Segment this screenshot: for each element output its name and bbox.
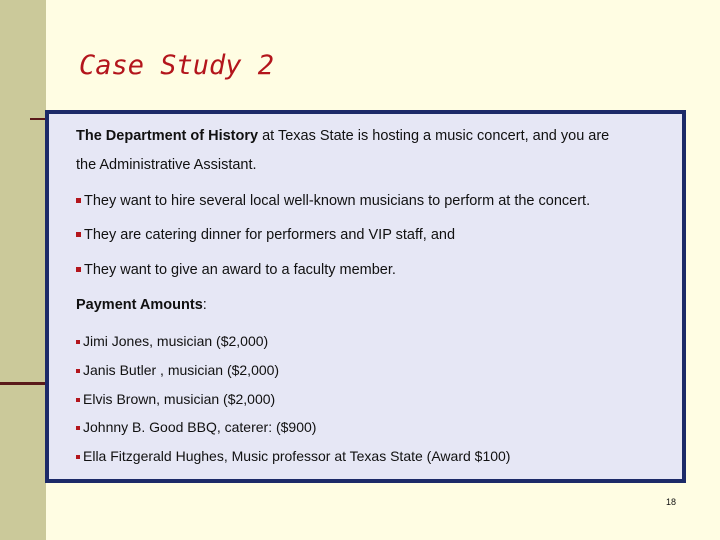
bullet-text: They want to give an award to a faculty member. xyxy=(84,262,396,278)
intro-line-2: the Administrative Assistant. xyxy=(76,157,257,173)
bullet-text: They are catering dinner for performers and VIP staff, and xyxy=(84,227,456,243)
payment-item-text: Jimi Jones, musician ($2,000) xyxy=(83,333,269,349)
payment-item xyxy=(76,418,316,436)
payment-heading xyxy=(76,296,207,314)
payment-heading-label: Payment Amounts xyxy=(76,297,203,313)
payment-item-text: Elvis Brown, musician ($2,000) xyxy=(83,391,276,407)
bullet-text: They want to hire several local well-known musicians to perform at the concert. xyxy=(84,193,591,209)
accent-rule xyxy=(0,382,50,385)
bullet-item xyxy=(76,261,396,279)
square-bullet-icon xyxy=(76,267,81,272)
payment-item xyxy=(76,332,268,350)
payment-item xyxy=(76,447,510,465)
payment-item xyxy=(76,390,275,408)
square-bullet-icon xyxy=(76,198,81,203)
payment-item-text: Janis Butler , musician ($2,000) xyxy=(83,362,280,378)
bullet-item xyxy=(76,226,455,244)
payment-heading-colon: : xyxy=(202,297,207,313)
intro-line-1-text: at Texas State is hosting a music concert, and you are xyxy=(258,128,610,144)
payment-item-text: Ella Fitzgerald Hughes, Music professor at Texas State (Award $100) xyxy=(83,448,511,464)
payment-item xyxy=(76,361,279,379)
payment-item-text: Johnny B. Good BBQ, caterer: ($900) xyxy=(83,419,317,435)
square-bullet-icon xyxy=(76,232,81,237)
intro-line-1 xyxy=(76,127,609,145)
square-bullet-icon xyxy=(76,455,80,459)
square-bullet-icon xyxy=(76,426,80,430)
page-number: 18 xyxy=(666,497,677,507)
slide-title: Case Study 2 xyxy=(79,50,275,81)
square-bullet-icon xyxy=(76,398,80,402)
square-bullet-icon xyxy=(76,369,80,373)
left-accent-strip xyxy=(0,0,46,540)
square-bullet-icon xyxy=(76,340,80,344)
content-box xyxy=(45,110,686,483)
bullet-item xyxy=(76,192,590,210)
department-name: The Department of History xyxy=(76,128,259,144)
